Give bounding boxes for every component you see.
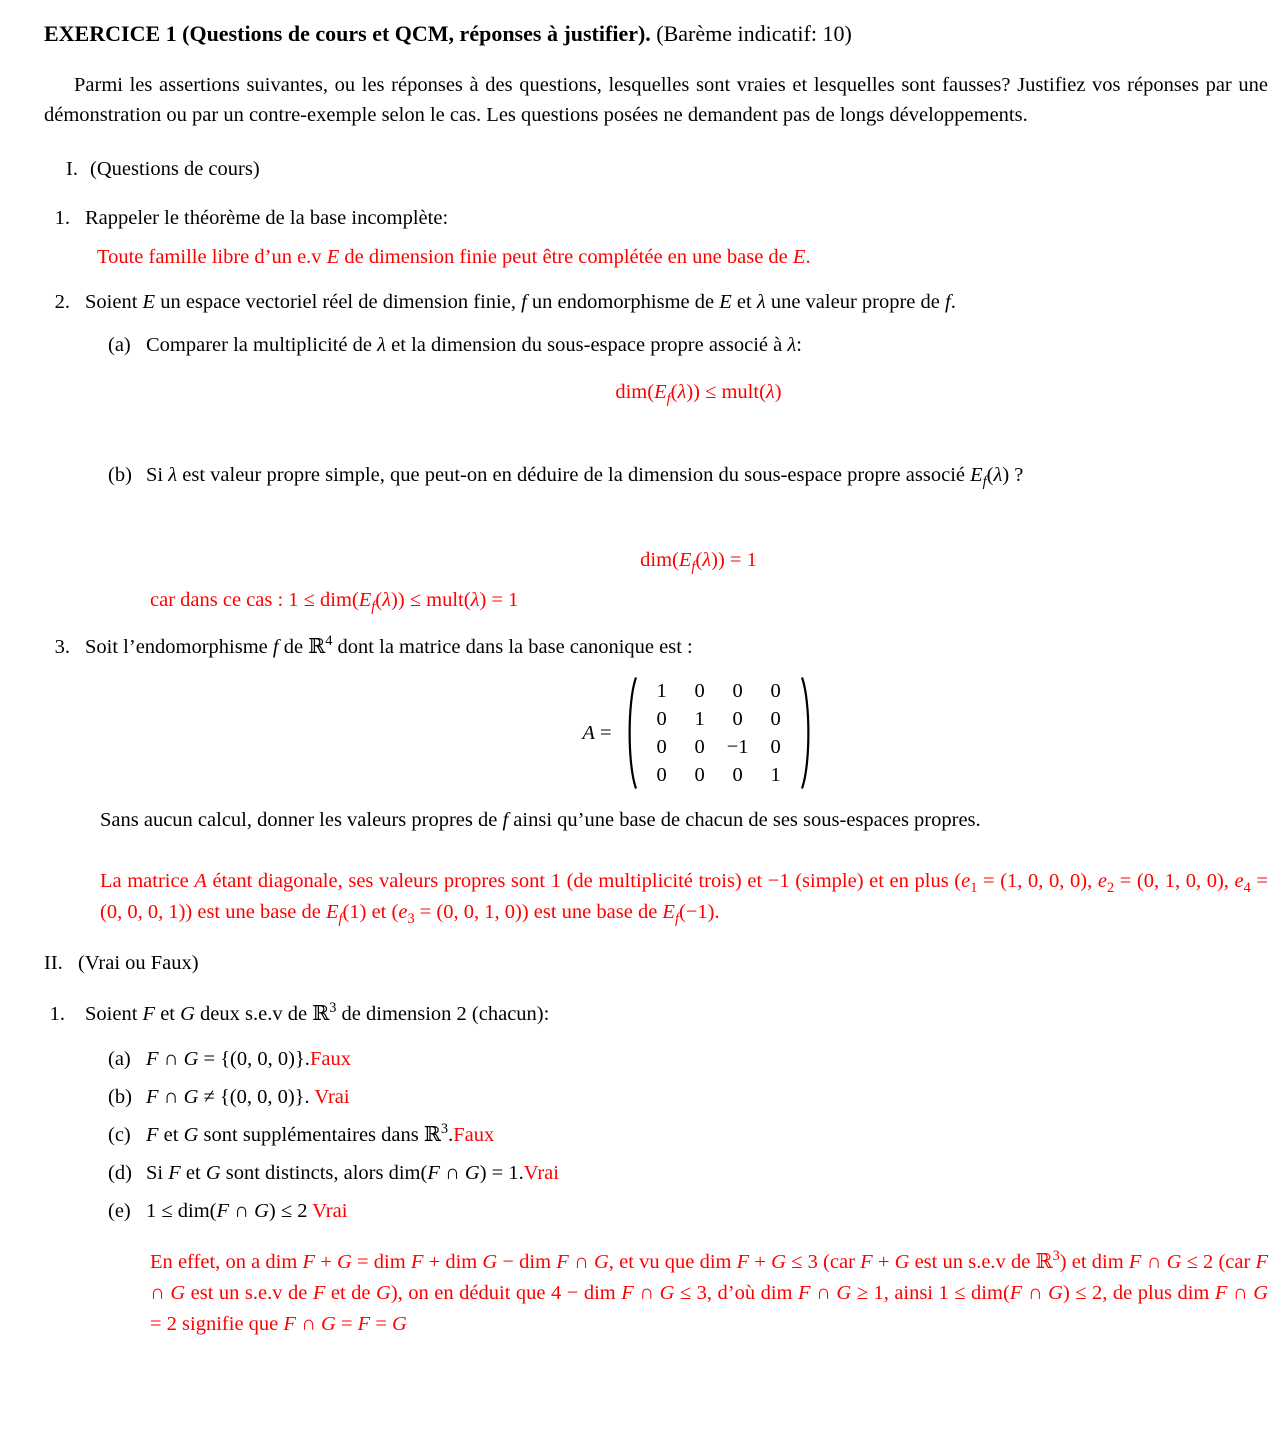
answer-2b-note: car dans ce cas : $1 \le dim(E_f(\lambda))$ ≤ mult(λ) = 1 (150, 589, 519, 616)
matrix-expression (582, 675, 814, 791)
section-2-question-1-label: 1. (49, 1003, 65, 1025)
section-2-question-1-row (44, 1001, 1268, 1028)
question-3-row (44, 634, 1268, 661)
question-2b-label: (b) (108, 464, 132, 486)
vrai-faux-item-d-content (146, 1160, 1268, 1187)
matrix-cell: 0 (732, 763, 743, 786)
exercise-title-main: EXERCICE 1 (Questions de cours et QCM, réponses à justifier). (44, 21, 651, 46)
matrix-cell: 0 (656, 735, 667, 758)
section-1-heading: (Questions de cours) (90, 158, 260, 180)
vrai-faux-item-a-verdict: Faux (309, 1048, 351, 1070)
vrai-faux-item-d (108, 1160, 1268, 1187)
exercise-title-grading: (Barème indicatif: 10) (650, 21, 852, 46)
matrix-cell: 1 (656, 679, 667, 702)
vrai-faux-item-e-statement: 1 ≤ dim(F ∩ G) ≤ 2 (146, 1200, 313, 1222)
question-2b-text: Si λ est valeur propre simple, que peut-on en déduire de la dimension du sous-espace propre associé $E_f(\lambda)$ ? (146, 464, 1024, 491)
section-2-heading: (Vrai ou Faux) (78, 952, 199, 974)
section-1-label: I. (66, 158, 78, 180)
matrix-left-paren-icon (623, 675, 638, 791)
question-1-label: 1. (54, 207, 70, 229)
vrai-faux-item-e-verdict: Vrai (312, 1200, 348, 1222)
intro-paragraph: Parmi les assertions suivantes, ou les réponses à des questions, lesquelles sont vraies et lesquelles sont fausses? Justifiez vos réponses par une démonstration ou par un contre-exemple selon le cas. Les questions posées ne demandent pas de longs développements. (44, 74, 1268, 126)
section-1-heading-row (44, 156, 1268, 183)
matrix-row (643, 733, 795, 761)
section-2-heading-row (44, 950, 1268, 977)
section-2-label: II. (44, 952, 63, 974)
matrix-cell: 0 (694, 735, 705, 758)
matrix-cell: 0 (694, 679, 705, 702)
matrix-row (643, 761, 795, 789)
question-1-row (44, 205, 1268, 232)
vrai-faux-item-c-content (146, 1122, 1268, 1149)
matrix-cell: 0 (770, 735, 781, 758)
matrix-A (643, 677, 795, 789)
vrai-faux-item-b-content (146, 1084, 1268, 1111)
matrix-right-paren-icon (800, 675, 815, 791)
matrix-row (643, 705, 795, 733)
answer-1: Toute famille libre d’un e.v E de dimension finie peut être complétée en une base de E. (97, 246, 811, 268)
matrix-cell: 1 (770, 763, 781, 786)
vrai-faux-item-e (108, 1198, 1268, 1225)
matrix-cell: 0 (694, 763, 705, 786)
vrai-faux-item-d-verdict: Vrai (523, 1162, 559, 1184)
formula-dim-equals-1: $dim(E_f(\lambda)) = 1$ (640, 549, 757, 576)
matrix-cell: 0 (656, 763, 667, 786)
question-2-row (44, 289, 1268, 316)
question-2-label: 2. (54, 291, 70, 313)
matrix-cell: 0 (656, 707, 667, 730)
question-2-text: Soient E un espace vectoriel réel de dimension finie, f un endomorphisme de E et λ une valeur propre de f. (85, 291, 956, 313)
question-2a-label: (a) (108, 334, 131, 356)
question-3-label: 3. (54, 636, 70, 658)
question-3-followup: Sans aucun calcul, donner les valeurs propres de f ainsi qu’une base de chacun de ses sous-espaces propres. (100, 809, 981, 831)
question-2a-row (108, 332, 1268, 359)
vrai-faux-item-a-statement: F ∩ G = {(0, 0, 0)}. (146, 1048, 310, 1070)
vrai-faux-item-a-content (146, 1046, 1268, 1073)
vrai-faux-item-e-content (146, 1198, 1268, 1225)
vrai-faux-item-e-label: (e) (108, 1200, 131, 1222)
vrai-faux-justification: En effet, on a dim F + G = dim F + dim G − dim F ∩ G, et vu que dim F + G ≤ 3 (car F + G est un s.e.v de ℝ$^3$) et dim F ∩ G ≤ 2 (car F ∩ G est un s.e.v de F et de G), on en déduit que 4 − dim F ∩ G ≤ 3, d’où dim F ∩ G ≥ 1, ainsi 1 ≤ dim(F ∩ G) ≤ 2, de plus dim F ∩ G = 2 signifie que F ∩ G = F = G (150, 1248, 1269, 1335)
vrai-faux-item-c-statement: F et G sont supplémentaires dans ℝ$^3$. (146, 1121, 454, 1146)
vrai-faux-item-c (108, 1122, 1268, 1149)
question-1-text: Rappeler le théorème de la base incomplète: (85, 207, 449, 229)
matrix-row (643, 677, 795, 705)
formula-dim-leq-mult: $dim(E_f(\lambda))$ ≤ mult(λ) (615, 381, 782, 408)
matrix-cell: 0 (732, 679, 743, 702)
vrai-faux-item-b-verdict: Vrai (314, 1086, 350, 1108)
matrix-cell: 0 (770, 707, 781, 730)
question-3-text: Soit l’endomorphisme f de ℝ$^4$ dont la matrice dans la base canonique est : (85, 633, 693, 658)
vrai-faux-item-a-label: (a) (108, 1048, 131, 1070)
question-2a-text: Comparer la multiplicité de λ et la dimension du sous-espace propre associé à λ: (146, 334, 802, 356)
exercise-title (44, 20, 1268, 48)
vrai-faux-item-b (108, 1084, 1268, 1111)
matrix-cell: 1 (694, 707, 705, 730)
vrai-faux-item-c-label: (c) (108, 1124, 131, 1146)
matrix-name: A = (582, 721, 612, 744)
matrix-cell: 0 (732, 707, 743, 730)
vrai-faux-item-b-statement: F ∩ G ≠ {(0, 0, 0)}. (146, 1086, 315, 1108)
matrix-definition-block (44, 675, 1268, 791)
section-2-question-1-text: Soient F et G deux s.e.v de ℝ$^3$ de dimension 2 (chacun): (85, 1000, 550, 1025)
answer-3: La matrice A étant diagonale, ses valeurs propres sont 1 (de multiplicité trois) et −1 (simple) et en plus ($e_1 = (1$, 0, 0, 0), $e_2 = (0$, 1, 0, 0), $e_4 = (0$, 0, 0, 1)) est une base de $E_f(1)$ et ($e_3 = (0$, 0, 1, 0)) est une base de $E_f(-1)$. (100, 870, 1268, 928)
matrix-cell: −1 (726, 735, 749, 758)
question-2b-row (108, 462, 1268, 489)
matrix-cell: 0 (770, 679, 781, 702)
vrai-faux-item-b-label: (b) (108, 1086, 132, 1108)
vrai-faux-item-a (108, 1046, 1268, 1073)
vrai-faux-item-d-label: (d) (108, 1162, 132, 1184)
vrai-faux-item-c-verdict: Faux (453, 1124, 495, 1146)
vrai-faux-item-d-statement: Si F et G sont distincts, alors dim(F ∩ G) = 1. (146, 1162, 524, 1184)
